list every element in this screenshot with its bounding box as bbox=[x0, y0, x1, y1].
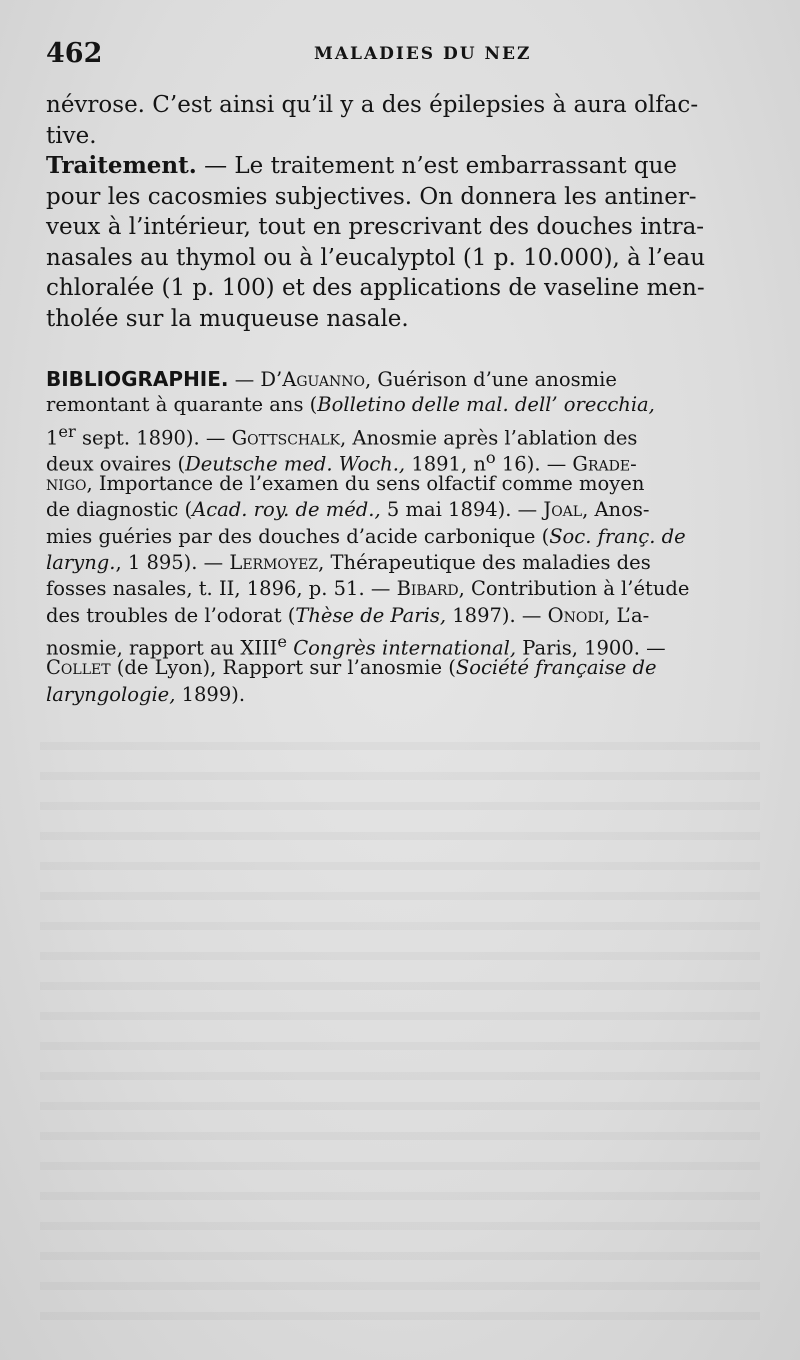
biblio-line bbox=[46, 524, 756, 550]
journal-title: Bolletino delle mal. dell’ orecchia, bbox=[317, 393, 655, 417]
author-name: Lermoyez bbox=[229, 551, 319, 575]
journal-title: Acad. roy. de méd., bbox=[192, 498, 381, 522]
biblio-line bbox=[46, 366, 756, 392]
author-name: Gottschalk bbox=[231, 426, 340, 450]
bibliography bbox=[46, 366, 756, 708]
text-segment: 16). — bbox=[495, 452, 573, 476]
text-line: chloralée (1 p. 100) et des applications de vaseline men- bbox=[46, 275, 705, 301]
text-segment: , L’a- bbox=[604, 603, 650, 627]
journal-title: laryng. bbox=[46, 551, 116, 575]
text-segment: fosses nasales, t. II, 1896, p. 51. — bbox=[46, 577, 397, 601]
text-segment: , Importance de l’examen du sens olfactif comme moyen bbox=[86, 472, 645, 496]
author-name: Joal bbox=[543, 498, 583, 522]
page-number: 462 bbox=[46, 38, 103, 69]
text-segment: 1897). — bbox=[446, 603, 548, 627]
text-segment: 1 bbox=[46, 426, 59, 450]
author-name: D’Aguanno bbox=[260, 368, 365, 391]
running-head: MALADIES DU NEZ bbox=[314, 44, 532, 64]
superscript: o bbox=[485, 447, 496, 467]
biblio-line bbox=[46, 629, 756, 660]
traitement-first-line bbox=[46, 151, 756, 182]
journal-title: Congrès international, bbox=[293, 636, 517, 660]
text-segment: , Guérison d’une anosmie bbox=[364, 368, 617, 391]
author-name: Onodi bbox=[547, 603, 605, 627]
biblio-line bbox=[46, 497, 756, 523]
text-segment: 1891, n bbox=[405, 452, 486, 476]
text-segment: , Anos- bbox=[582, 498, 650, 522]
journal-title: Société française de bbox=[455, 656, 657, 680]
biblio-line bbox=[46, 655, 756, 681]
text-segment: , 1 895). — bbox=[115, 551, 230, 575]
text-segment: , Contribution à l’étude bbox=[458, 577, 690, 601]
journal-title: laryngologie, bbox=[46, 682, 176, 706]
traitement-heading: Traitement. bbox=[46, 152, 197, 179]
text-segment: remontant à quarante ans ( bbox=[46, 393, 318, 417]
superscript: e bbox=[277, 631, 287, 651]
text-segment: 5 mai 1894). — bbox=[380, 498, 544, 522]
text-segment: sept. 1890). — bbox=[75, 426, 232, 450]
biblio-line bbox=[46, 419, 756, 450]
text-segment: (de Lyon), Rapport sur l’anosmie ( bbox=[110, 656, 456, 680]
biblio-line bbox=[46, 392, 756, 418]
text-segment: Paris, 1900. — bbox=[516, 636, 666, 660]
author-name: Collet bbox=[46, 656, 111, 680]
text-segment: , Thérapeutique des maladies des bbox=[318, 551, 651, 575]
superscript: er bbox=[58, 421, 76, 441]
text-segment: des troubles de l’odorat ( bbox=[46, 603, 296, 627]
text-segment: nosmie, rapport au XIII bbox=[46, 636, 278, 660]
biblio-line bbox=[46, 550, 756, 576]
text-line: nasales au thymol ou à l’eucalyptol (1 p. 10.000), à l’eau bbox=[46, 244, 706, 271]
page-header bbox=[46, 38, 760, 72]
text-segment: , Anosmie après l’ablation des bbox=[339, 426, 638, 450]
author-name: Grade- bbox=[572, 452, 637, 476]
text-segment: — Le traitement n’est embarrassant que bbox=[196, 153, 678, 179]
text-line: névrose. C’est ainsi qu’il y a des épilepsies à aura olfac- bbox=[46, 92, 699, 118]
text-segment: deux ovaires ( bbox=[46, 452, 186, 476]
journal-title: Deutsche med. Woch., bbox=[185, 452, 406, 476]
author-name: Bibard bbox=[396, 577, 459, 601]
biblio-line bbox=[46, 682, 756, 708]
bibliography-heading: BIBLIOGRAPHIE. bbox=[46, 367, 229, 391]
show-through-area bbox=[40, 720, 760, 1340]
biblio-line bbox=[46, 445, 756, 476]
text-segment: mies guéries par des douches d’acide carbonique ( bbox=[46, 524, 550, 548]
author-name: nigo bbox=[46, 472, 87, 496]
main-text bbox=[46, 90, 756, 334]
journal-title: Thèse de Paris, bbox=[295, 603, 447, 627]
text-line: veux à l’intérieur, tout en prescrivant des douches intra- bbox=[46, 214, 705, 240]
journal-title: Soc. franç. de bbox=[549, 524, 686, 548]
text-segment: de diagnostic ( bbox=[46, 498, 193, 522]
text-segment: 1899). bbox=[175, 682, 246, 706]
text-line: tholée sur la muqueuse nasale. bbox=[46, 305, 409, 332]
biblio-line bbox=[46, 603, 756, 629]
text-line: pour les cacosmies subjectives. On donnera les antiner- bbox=[46, 183, 697, 210]
biblio-line bbox=[46, 471, 756, 497]
text-segment: — bbox=[228, 368, 261, 391]
biblio-line bbox=[46, 576, 756, 602]
text-line: tive. bbox=[46, 122, 97, 149]
